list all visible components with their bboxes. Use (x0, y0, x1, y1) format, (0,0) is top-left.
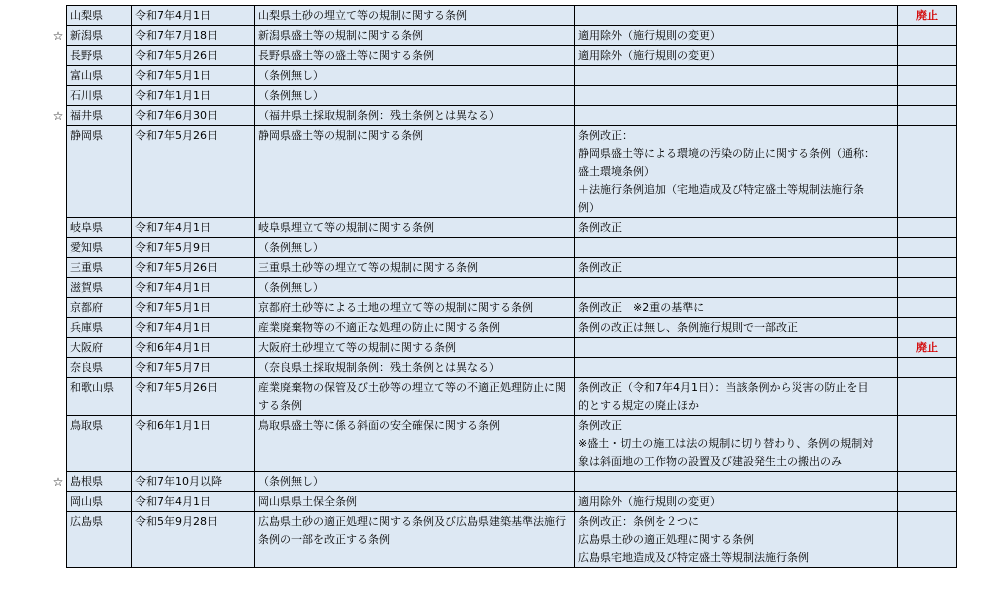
date-cell: 令和5年9月28日 (132, 512, 255, 568)
date-cell: 令和7年4月1日 (132, 218, 255, 238)
status-flag (898, 258, 957, 278)
prefecture-cell: 長野県 (67, 46, 132, 66)
note-line: 適用除外（施行規則の変更） (578, 49, 721, 62)
status-flag (898, 298, 957, 318)
note-cell (575, 238, 898, 258)
note-cell (575, 106, 898, 126)
ordinance-cell: （条例無し） (255, 66, 575, 86)
note-line: 適用除外（施行規則の変更） (578, 495, 721, 508)
ordinance-cell: （条例無し） (255, 238, 575, 258)
table-body (67, 6, 957, 568)
note-line: ※盛土・切土の施工は法の規制に切り替わり、条例の規制対 (578, 437, 874, 450)
note-cell (575, 66, 898, 86)
prefecture-cell: 岐阜県 (67, 218, 132, 238)
prefecture-cell: 三重県 (67, 258, 132, 278)
table-row (67, 258, 957, 278)
status-flag (898, 318, 957, 338)
note-cell (575, 298, 898, 318)
note-line: 条例改正 (578, 221, 622, 234)
date-cell: 令和7年7月18日 (132, 26, 255, 46)
note-line: 適用除外（施行規則の変更） (578, 29, 721, 42)
note-line: 条例改正：条例を２つに (578, 515, 699, 528)
status-flag (898, 26, 957, 46)
table-row (67, 26, 957, 46)
table-row (67, 86, 957, 106)
ordinance-cell: 広島県土砂の適正処理に関する条例及び広島県建築基準法施行条例の一部を改正する条例 (255, 512, 575, 568)
prefecture-cell: 石川県 (67, 86, 132, 106)
note-line: 条例改正 (578, 419, 622, 432)
prefecture-cell: 大阪府 (67, 338, 132, 358)
status-flag: 廃止 (898, 6, 957, 26)
note-line: 条例の改正は無し、条例施行規則で一部改正 (578, 321, 798, 334)
note-line: 条例改正 (578, 261, 622, 274)
table-row (67, 278, 957, 298)
table-row (67, 512, 957, 568)
note-cell (575, 26, 898, 46)
table-row (67, 106, 957, 126)
date-cell: 令和7年5月26日 (132, 258, 255, 278)
status-flag (898, 46, 957, 66)
note-cell (575, 218, 898, 238)
status-flag (898, 472, 957, 492)
table-row (67, 472, 957, 492)
table-row (67, 218, 957, 238)
date-cell: 令和7年5月26日 (132, 46, 255, 66)
date-cell: 令和7年4月1日 (132, 492, 255, 512)
note-line: 条例改正（令和7年4月1日）：当該条例から災害の防止を目 (578, 381, 869, 394)
note-line: 条例改正： (578, 129, 633, 142)
status-flag (898, 512, 957, 568)
prefecture-cell: 京都府 (67, 298, 132, 318)
note-cell (575, 318, 898, 338)
status-flag (898, 66, 957, 86)
note-line: 条例改正 ※2重の基準に (578, 301, 705, 314)
status-flag (898, 238, 957, 258)
date-cell: 令和7年10月以降 (132, 472, 255, 492)
prefecture-cell: 岡山県 (67, 492, 132, 512)
prefecture-cell: 兵庫県 (67, 318, 132, 338)
table-row (67, 298, 957, 318)
prefecture-cell: 静岡県 (67, 126, 132, 218)
note-cell (575, 46, 898, 66)
star-icon: ☆ (52, 108, 64, 123)
date-cell: 令和6年4月1日 (132, 338, 255, 358)
prefecture-cell: 和歌山県 (67, 378, 132, 416)
status-flag (898, 416, 957, 472)
note-line: 象は斜面地の工作物の設置及び建設発生土の搬出のみ (578, 455, 842, 468)
prefecture-cell: 富山県 (67, 66, 132, 86)
ordinance-cell: 産業廃棄物等の不適正な処理の防止に関する条例 (255, 318, 575, 338)
ordinance-cell: （奈良県土採取規制条例：残土条例とは異なる） (255, 358, 575, 378)
date-cell: 令和6年1月1日 (132, 416, 255, 472)
ordinance-table (66, 5, 957, 568)
table-row (67, 338, 957, 358)
note-cell (575, 126, 898, 218)
date-cell: 令和7年5月1日 (132, 66, 255, 86)
status-flag (898, 218, 957, 238)
note-cell (575, 358, 898, 378)
table-row (67, 378, 957, 416)
prefecture-cell: 愛知県 (67, 238, 132, 258)
prefecture-cell: 滋賀県 (67, 278, 132, 298)
prefecture-cell: 福井県 (67, 106, 132, 126)
ordinance-cell: （条例無し） (255, 86, 575, 106)
note-cell (575, 338, 898, 358)
note-cell (575, 472, 898, 492)
status-flag (898, 378, 957, 416)
note-cell (575, 378, 898, 416)
ordinance-cell: 京都府土砂等による土地の埋立て等の規制に関する条例 (255, 298, 575, 318)
prefecture-cell: 奈良県 (67, 358, 132, 378)
prefecture-cell: 広島県 (67, 512, 132, 568)
table-row (67, 318, 957, 338)
star-icon: ☆ (52, 28, 64, 43)
note-line: ＋法施行条例追加（宅地造成及び特定盛土等規制法施行条 (578, 183, 864, 196)
status-flag (898, 126, 957, 218)
prefecture-cell: 山梨県 (67, 6, 132, 26)
date-cell: 令和7年1月1日 (132, 86, 255, 106)
prefecture-cell: 鳥取県 (67, 416, 132, 472)
note-cell (575, 86, 898, 106)
status-flag (898, 86, 957, 106)
date-cell: 令和7年4月1日 (132, 318, 255, 338)
status-flag (898, 106, 957, 126)
date-cell: 令和7年4月1日 (132, 6, 255, 26)
note-line: 広島県土砂の適正処理に関する条例 (578, 533, 754, 546)
note-line: 盛土環境条例） (578, 165, 655, 178)
status-flag (898, 492, 957, 512)
ordinance-cell: （条例無し） (255, 472, 575, 492)
ordinance-cell: （福井県土採取規制条例：残土条例とは異なる） (255, 106, 575, 126)
table-row (67, 358, 957, 378)
note-cell (575, 492, 898, 512)
date-cell: 令和7年5月1日 (132, 298, 255, 318)
prefecture-cell: 島根県 (67, 472, 132, 492)
table-row (67, 46, 957, 66)
note-cell (575, 6, 898, 26)
ordinance-cell: 鳥取県盛土等に係る斜面の安全確保に関する条例 (255, 416, 575, 472)
note-line: 静岡県盛土等による環境の汚染の防止に関する条例（通称： (578, 147, 875, 160)
ordinance-cell: 山梨県土砂の埋立て等の規制に関する条例 (255, 6, 575, 26)
date-cell: 令和7年4月1日 (132, 278, 255, 298)
note-cell (575, 278, 898, 298)
table-row (67, 492, 957, 512)
ordinance-cell: 静岡県盛土等の規制に関する条例 (255, 126, 575, 218)
date-cell: 令和7年6月30日 (132, 106, 255, 126)
status-flag (898, 278, 957, 298)
prefecture-cell: 新潟県 (67, 26, 132, 46)
ordinance-cell: 岡山県県土保全条例 (255, 492, 575, 512)
date-cell: 令和7年5月7日 (132, 358, 255, 378)
date-cell: 令和7年5月26日 (132, 378, 255, 416)
table-row (67, 416, 957, 472)
ordinance-cell: 三重県土砂等の埋立て等の規制に関する条例 (255, 258, 575, 278)
note-line: 例） (578, 201, 600, 214)
ordinance-cell: 新潟県盛土等の規制に関する条例 (255, 26, 575, 46)
table-row (67, 66, 957, 86)
table-row (67, 126, 957, 218)
note-line: 広島県宅地造成及び特定盛土等規制法施行条例 (578, 551, 809, 564)
status-flag: 廃止 (898, 338, 957, 358)
note-cell (575, 512, 898, 568)
note-cell (575, 258, 898, 278)
note-cell (575, 416, 898, 472)
ordinance-cell: 大阪府土砂埋立て等の規制に関する条例 (255, 338, 575, 358)
ordinance-cell: （条例無し） (255, 278, 575, 298)
table-row (67, 6, 957, 26)
date-cell: 令和7年5月26日 (132, 126, 255, 218)
ordinance-cell: 産業廃棄物の保管及び土砂等の埋立て等の不適正処理防止に関する条例 (255, 378, 575, 416)
ordinance-cell: 長野県盛土等の盛土等に関する条例 (255, 46, 575, 66)
status-flag (898, 358, 957, 378)
date-cell: 令和7年5月9日 (132, 238, 255, 258)
star-icon: ☆ (52, 474, 64, 489)
ordinance-cell: 岐阜県埋立て等の規制に関する条例 (255, 218, 575, 238)
note-line: 的とする規定の廃止ほか (578, 399, 699, 412)
table-row (67, 238, 957, 258)
